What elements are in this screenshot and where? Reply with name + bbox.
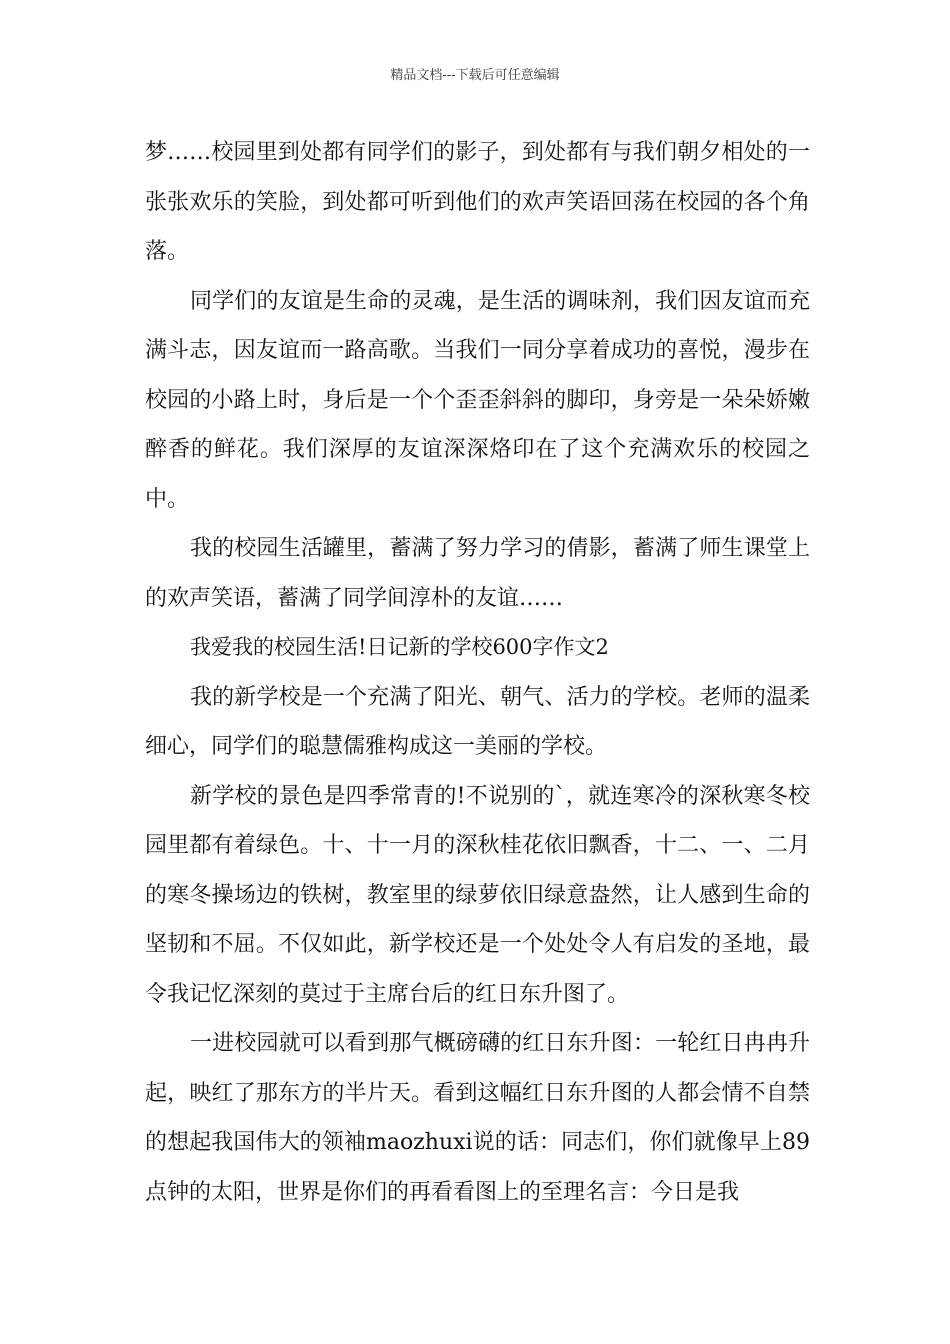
section-heading: 我爱我的校园生活!日记新的学校600字作文2 (190, 635, 609, 659)
paragraph-6: 一进校园就可以看到那气概磅礴的红日东升图：一轮红日冉冉升起，映红了那东方的半片天。看到这幅红日东升图的人都会情不自禁的想起我国伟大的领袖maozhuxi说的话：同志们，你们就像早上89点钟的太阳，世界是你们的再看看图上的至理名言：今日是我 (145, 1031, 810, 1205)
page-header: 精品文档---下载后可任意编辑 (390, 68, 560, 83)
paragraph-2: 同学们的友谊是生命的灵魂，是生活的调味剂，我们因友谊而充满斗志，因友谊而一路高歌。当我们一同分享着成功的喜悦，漫步在校园的小路上时，身后是一个个歪歪斜斜的脚印，身旁是一朵朵娇嫩醉香的鲜花。我们深厚的友谊深深烙印在了这个充满欢乐的校园之中。 (145, 288, 810, 512)
paragraph-1: 梦……校园里到处都有同学们的影子，到处都有与我们朝夕相处的一张张欢乐的笑脸，到处都可听到他们的欢声笑语回荡在校园的各个角落。 (145, 140, 810, 264)
paragraph-3: 我的校园生活罐里，蓄满了努力学习的倩影，蓄满了师生课堂上的欢声笑语，蓄满了同学间淳朴的友谊…… (145, 536, 810, 611)
document-body (145, 128, 810, 1217)
paragraph-5: 新学校的景色是四季常青的!不说别的`，就连寒冷的深秋寒冬校园里都有着绿色。十、十一月的深秋桂花依旧飘香，十二、一、二月的寒冬操场边的铁树，教室里的绿萝依旧绿意盎然，让人感到生命的坚韧和不屈。不仅如此，新学校还是一个处处令人有启发的圣地，最令我记忆深刻的莫过于主席台后的红日东升图了。 (145, 783, 810, 1007)
paragraph-4: 我的新学校是一个充满了阳光、朝气、活力的学校。老师的温柔细心，同学们的聪慧儒雅构成这一美丽的学校。 (145, 684, 810, 759)
